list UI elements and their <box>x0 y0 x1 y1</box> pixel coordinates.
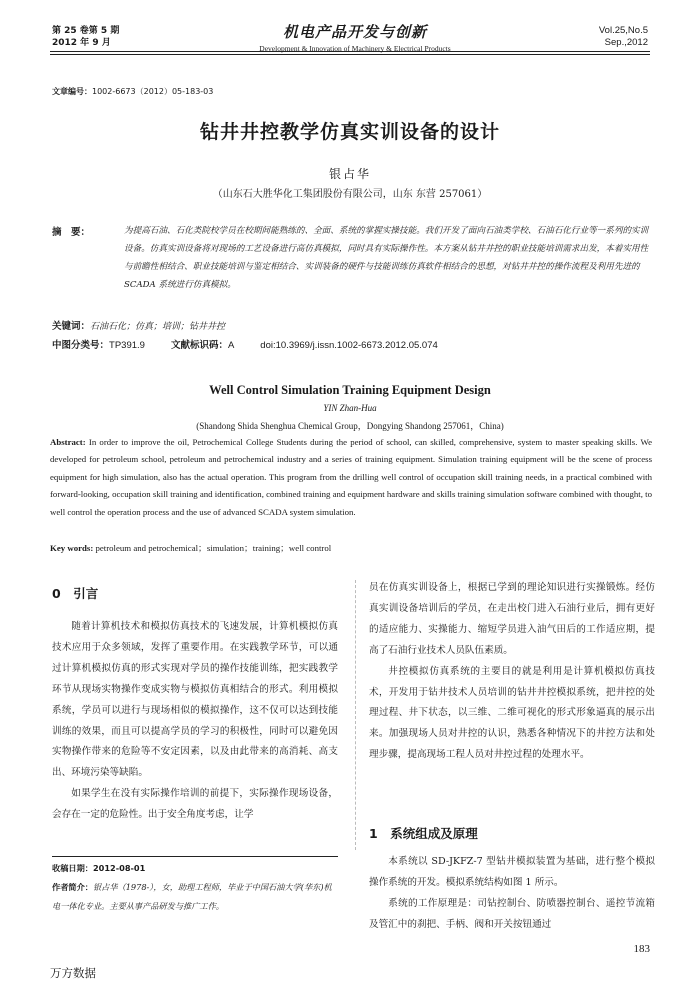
section-0-heading: 0 引言 <box>52 586 99 601</box>
left-para-2: 如果学生在没有实际操作培训的前提下，实际操作现场设备，会存在一定的危险性。出于安全角度考虑，让学 <box>52 788 338 821</box>
author-bio-label: 作者简介： <box>52 882 93 892</box>
journal-title-cn: 机电产品开发与创新 <box>282 23 427 41</box>
header-date-en: Sep.,2012 <box>604 37 648 48</box>
keywords-cn <box>52 318 225 332</box>
affiliation-cn: （山东石大胜华化工集团股份有限公司，山东 东营 257061） <box>212 189 488 200</box>
abstract-en-label: Abstract: <box>50 437 86 447</box>
header-rule-bottom <box>50 54 650 55</box>
left-column-body <box>52 617 338 826</box>
journal-title-en: Development & Innovation of Machinery & Electrical Products <box>259 44 451 53</box>
doi: doi:10.3969/j.issn.1002-6673.2012.05.074 <box>260 340 438 351</box>
author-bio-text: 银占华（1978-），女，助理工程师，毕业于中国石油大学(华东)机电一体化专业。主要从事产品研发与推广工作。 <box>52 882 332 911</box>
right-column-body-bottom <box>369 852 655 936</box>
right-para-4: 系统的工作原理是：司钻控制台、防喷器控制台、遥控节流箱及管汇中的刹把、手柄、阀和开关按钮通过 <box>369 897 655 930</box>
classification-line <box>52 337 438 351</box>
header-date-cn: 2012 年 9 月 <box>52 38 111 48</box>
author-name-cn: 银占华 <box>328 167 371 181</box>
column-divider <box>355 580 356 850</box>
received-date <box>52 859 338 878</box>
keywords-en-label: Key words: <box>50 543 94 553</box>
header-volume-cn: 第 25 卷第 5 期 <box>52 26 120 36</box>
right-para-2: 井控模拟仿真系统的主要目的就是利用是计算机模拟仿真技术，开发用于钻井技术人员培训的钻井井控模拟系统，把井控的处理过程、井下状态，以三维、二维可视化的形式形象逼真的展示出来。加强现场人员对井控的认识，熟悉各种情况下的井控方法和处理步骤，提高现场工程人员对井控过程的处理水平。 <box>369 665 655 761</box>
doc-code-value: A <box>227 340 235 351</box>
affiliation-en: (Shandong Shida Shenghua Chemical Group，Dongying Shandong 257061，China) <box>196 421 504 431</box>
section-1-heading: 1 系统组成及原理 <box>369 826 478 841</box>
footnote-rule <box>52 856 338 857</box>
header-volume-block <box>52 25 119 49</box>
header-volume-en: Vol.25,No.5 <box>598 25 648 36</box>
right-column-body-top <box>369 578 655 766</box>
clc-value: TP391.9 <box>109 340 145 351</box>
header-rule-top <box>50 51 650 52</box>
keywords-cn-text: 石油石化；仿真；培训；钻井井控 <box>90 322 226 332</box>
keywords-en <box>50 541 331 554</box>
received-value: 2012-08-01 <box>92 863 146 873</box>
abstract-cn-text: 为提高石油、石化类院校学员在校期间能熟练的、全面、系统的掌握实操技能。我们开发了面向石油类学校、石油石化行业等一系列的实训设备。仿真实训设备将对现场的工艺设备进行高仿真模拟，同时具有实际操作性。本方案从钻井井控的职业技能培训需求出发，本着实用性与前瞻性相结合、职业技能培训与鉴定相结合、实训装备的硬件与技能训练仿真软件相结合的思想，对钻井井控的操作流程及利用先进的 SCADA 系统进行仿真模拟。 <box>124 226 649 291</box>
paper-title-en: Well Control Simulation Training Equipment Design <box>209 383 491 397</box>
keywords-en-text: petroleum and petrochemical；simulation；training；well control <box>95 543 332 553</box>
keywords-cn-label: 关键词： <box>52 321 91 332</box>
header-volume-en-block <box>599 25 648 49</box>
left-para-1: 随着计算机技术和模拟仿真技术的飞速发展，计算机模拟仿真技术应用于众多领域，发挥了重要作用。在实践教学环节，可以通过计算机模拟仿真的形式实现对学员的操作技能训练，把实践教学环节从现场实物操作变成实物与模拟仿真相结合的形式。利用模拟系统，学员可以进行与现场相似的模拟操作，这不仅可以达到技能训练的效果，而且可以提高学员的学习的积极性，同时可以避免因实物操作带来的危险等不安定因素，以及由此带来的高消耗、高支出、环境污染等缺陷。 <box>52 621 338 779</box>
clc-label: 中图分类号： <box>52 340 110 351</box>
author-bio <box>52 878 338 916</box>
paper-title-cn: 钻井井控教学仿真实训设备的设计 <box>199 121 500 143</box>
right-para-1: 员在仿真实训设备上，根据已学到的理论知识进行实操锻炼。经仿真实训设备培训后的学员，在走出校门进入石油行业后，拥有更好的适应能力、实操能力、缩短学员进入油气田后的工作适应期，提高了石油行业技术人员队伍素质。 <box>369 582 655 656</box>
abstract-cn-label: 摘 要： <box>52 227 91 238</box>
article-number-label: 文章编号： <box>52 87 92 96</box>
right-para-3: 本系统以 SD-JKFZ-7 型钻井模拟装置为基础，进行整个模拟操作系统的开发。模拟系统结构如图 1 所示。 <box>369 856 655 888</box>
abstract-en-text: In order to improve the oil, Petrochemical College Students during the period of school, can skilled, comprehensive, system to master speaking skills. We developed for petroleum school, petroleum and petrochemical industry and a series of training equipment. Simulation training equipment will be the scene of process equipment for high simulation, also has the actual operation. This program from the drilling well control of occupation skill training needs, in a practical combined with forward-looking, occupation skill training and identification, combined training and equipment hardware and skills training simulation software combined with thought, to well control the operation process and the use of advanced SCADA system simulation. <box>50 437 652 517</box>
article-number <box>52 86 213 97</box>
header-journal-block <box>230 21 480 53</box>
author-name-en: YIN Zhan-Hua <box>323 403 377 413</box>
abstract-en <box>50 434 652 521</box>
received-label: 收稿日期： <box>52 863 93 873</box>
footnote <box>52 859 338 916</box>
wanfang-watermark: 万方数据 <box>50 966 96 980</box>
doc-code-label: 文献标识码： <box>170 340 228 351</box>
page-number: 183 <box>633 943 650 955</box>
article-number-value: 1002-6673（2012）05-183-03 <box>92 87 214 96</box>
